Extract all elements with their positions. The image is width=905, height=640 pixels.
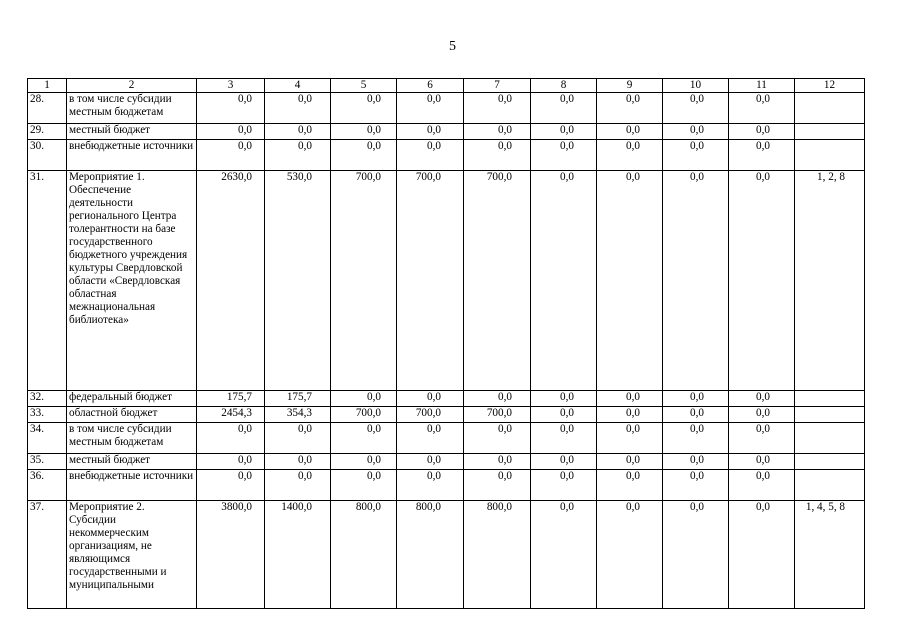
row-name: федеральный бюджет [67,391,197,407]
value-cell: 0,0 [531,470,597,501]
value-cell: 0,0 [597,171,663,391]
goals-cell [795,407,865,423]
value-cell: 0,0 [197,140,265,171]
value-cell: 0,0 [663,124,729,140]
value-cell: 0,0 [331,391,397,407]
value-cell: 0,0 [331,470,397,501]
table-header-row [28,79,865,93]
table-row [28,407,865,423]
table-row [28,501,865,609]
value-cell: 0,0 [597,140,663,171]
column-header: 5 [331,79,397,93]
value-cell: 0,0 [663,423,729,454]
value-cell: 0,0 [663,501,729,609]
value-cell: 0,0 [331,423,397,454]
value-cell: 0,0 [331,140,397,171]
value-cell: 0,0 [531,407,597,423]
value-cell: 0,0 [531,454,597,470]
value-cell: 0,0 [197,423,265,454]
value-cell: 0,0 [265,140,331,171]
value-cell: 0,0 [464,93,531,124]
value-cell: 0,0 [397,140,464,171]
row-number: 28. [28,93,67,124]
value-cell: 0,0 [197,124,265,140]
value-cell: 0,0 [464,470,531,501]
row-name: Мероприятие 2. Субсидии некоммерческим организациям, не являющимся государственными и муниципальными [67,501,197,609]
value-cell: 800,0 [397,501,464,609]
table-row [28,140,865,171]
value-cell: 0,0 [663,93,729,124]
value-cell: 0,0 [265,93,331,124]
column-header: 6 [397,79,464,93]
row-name: местный бюджет [67,124,197,140]
column-header: 4 [265,79,331,93]
value-cell: 0,0 [597,407,663,423]
value-cell: 0,0 [197,93,265,124]
value-cell: 2454,3 [197,407,265,423]
value-cell: 175,7 [197,391,265,407]
table-row [28,93,865,124]
value-cell: 0,0 [729,391,795,407]
value-cell: 0,0 [597,454,663,470]
goals-cell: 1, 4, 5, 8 [795,501,865,609]
value-cell: 0,0 [597,124,663,140]
value-cell: 0,0 [597,391,663,407]
value-cell: 0,0 [729,140,795,171]
column-header: 2 [67,79,197,93]
row-name: местный бюджет [67,454,197,470]
budget-table [27,78,865,609]
column-header: 8 [531,79,597,93]
value-cell: 0,0 [197,470,265,501]
value-cell: 0,0 [729,124,795,140]
value-cell: 0,0 [265,470,331,501]
value-cell: 0,0 [729,454,795,470]
goals-cell [795,124,865,140]
value-cell: 0,0 [663,407,729,423]
value-cell: 0,0 [531,423,597,454]
value-cell: 700,0 [464,407,531,423]
row-number: 37. [28,501,67,609]
row-name: Мероприятие 1. Обеспечение деятельности регионального Центра толерантности на базе государственного бюджетного учреждения культуры Свердловской области «Свердловская областная межнациональная библиотека» [67,171,197,391]
column-header: 10 [663,79,729,93]
table-row [28,124,865,140]
goals-cell [795,93,865,124]
value-cell: 0,0 [531,171,597,391]
value-cell: 0,0 [464,423,531,454]
row-name: внебюджетные источники [67,140,197,171]
goals-cell [795,454,865,470]
table-row [28,171,865,391]
value-cell: 0,0 [531,93,597,124]
value-cell: 354,3 [265,407,331,423]
value-cell: 0,0 [397,470,464,501]
value-cell: 0,0 [663,454,729,470]
column-header: 9 [597,79,663,93]
column-header: 3 [197,79,265,93]
value-cell: 0,0 [531,124,597,140]
table-row [28,454,865,470]
value-cell: 0,0 [663,171,729,391]
value-cell: 700,0 [464,171,531,391]
value-cell: 0,0 [265,124,331,140]
value-cell: 0,0 [597,470,663,501]
row-number: 29. [28,124,67,140]
value-cell: 0,0 [729,407,795,423]
value-cell: 0,0 [464,454,531,470]
value-cell: 0,0 [464,391,531,407]
row-name: внебюджетные источники [67,470,197,501]
value-cell: 0,0 [531,391,597,407]
goals-cell [795,423,865,454]
value-cell: 1400,0 [265,501,331,609]
value-cell: 0,0 [663,391,729,407]
value-cell: 0,0 [397,124,464,140]
value-cell: 0,0 [729,171,795,391]
row-number: 31. [28,171,67,391]
value-cell: 0,0 [265,454,331,470]
value-cell: 0,0 [397,423,464,454]
value-cell: 0,0 [531,501,597,609]
value-cell: 0,0 [331,124,397,140]
value-cell: 175,7 [265,391,331,407]
value-cell: 0,0 [729,501,795,609]
row-name: областной бюджет [67,407,197,423]
value-cell: 0,0 [729,470,795,501]
value-cell: 0,0 [597,93,663,124]
column-header: 11 [729,79,795,93]
table-row [28,391,865,407]
column-header: 1 [28,79,67,93]
value-cell: 700,0 [331,407,397,423]
value-cell: 0,0 [197,454,265,470]
value-cell: 3800,0 [197,501,265,609]
value-cell: 0,0 [663,470,729,501]
value-cell: 0,0 [729,423,795,454]
value-cell: 530,0 [265,171,331,391]
value-cell: 0,0 [531,140,597,171]
value-cell: 0,0 [597,423,663,454]
column-header: 12 [795,79,865,93]
value-cell: 0,0 [397,391,464,407]
row-number: 35. [28,454,67,470]
value-cell: 0,0 [397,454,464,470]
goals-cell [795,140,865,171]
value-cell: 0,0 [331,454,397,470]
value-cell: 700,0 [397,407,464,423]
column-header: 7 [464,79,531,93]
row-name: в том числе субсидии местным бюджетам [67,93,197,124]
value-cell: 700,0 [331,171,397,391]
value-cell: 700,0 [397,171,464,391]
row-number: 34. [28,423,67,454]
table-row [28,423,865,454]
value-cell: 0,0 [729,93,795,124]
row-name: в том числе субсидии местным бюджетам [67,423,197,454]
value-cell: 0,0 [464,140,531,171]
value-cell: 0,0 [663,140,729,171]
row-number: 36. [28,470,67,501]
value-cell: 0,0 [597,501,663,609]
value-cell: 0,0 [331,93,397,124]
value-cell: 800,0 [464,501,531,609]
value-cell: 0,0 [464,124,531,140]
goals-cell [795,391,865,407]
row-number: 33. [28,407,67,423]
page-number: 5 [449,39,456,54]
row-number: 30. [28,140,67,171]
value-cell: 800,0 [331,501,397,609]
goals-cell [795,470,865,501]
table-row [28,470,865,501]
value-cell: 0,0 [265,423,331,454]
row-number: 32. [28,391,67,407]
value-cell: 2630,0 [197,171,265,391]
value-cell: 0,0 [397,93,464,124]
goals-cell: 1, 2, 8 [795,171,865,391]
